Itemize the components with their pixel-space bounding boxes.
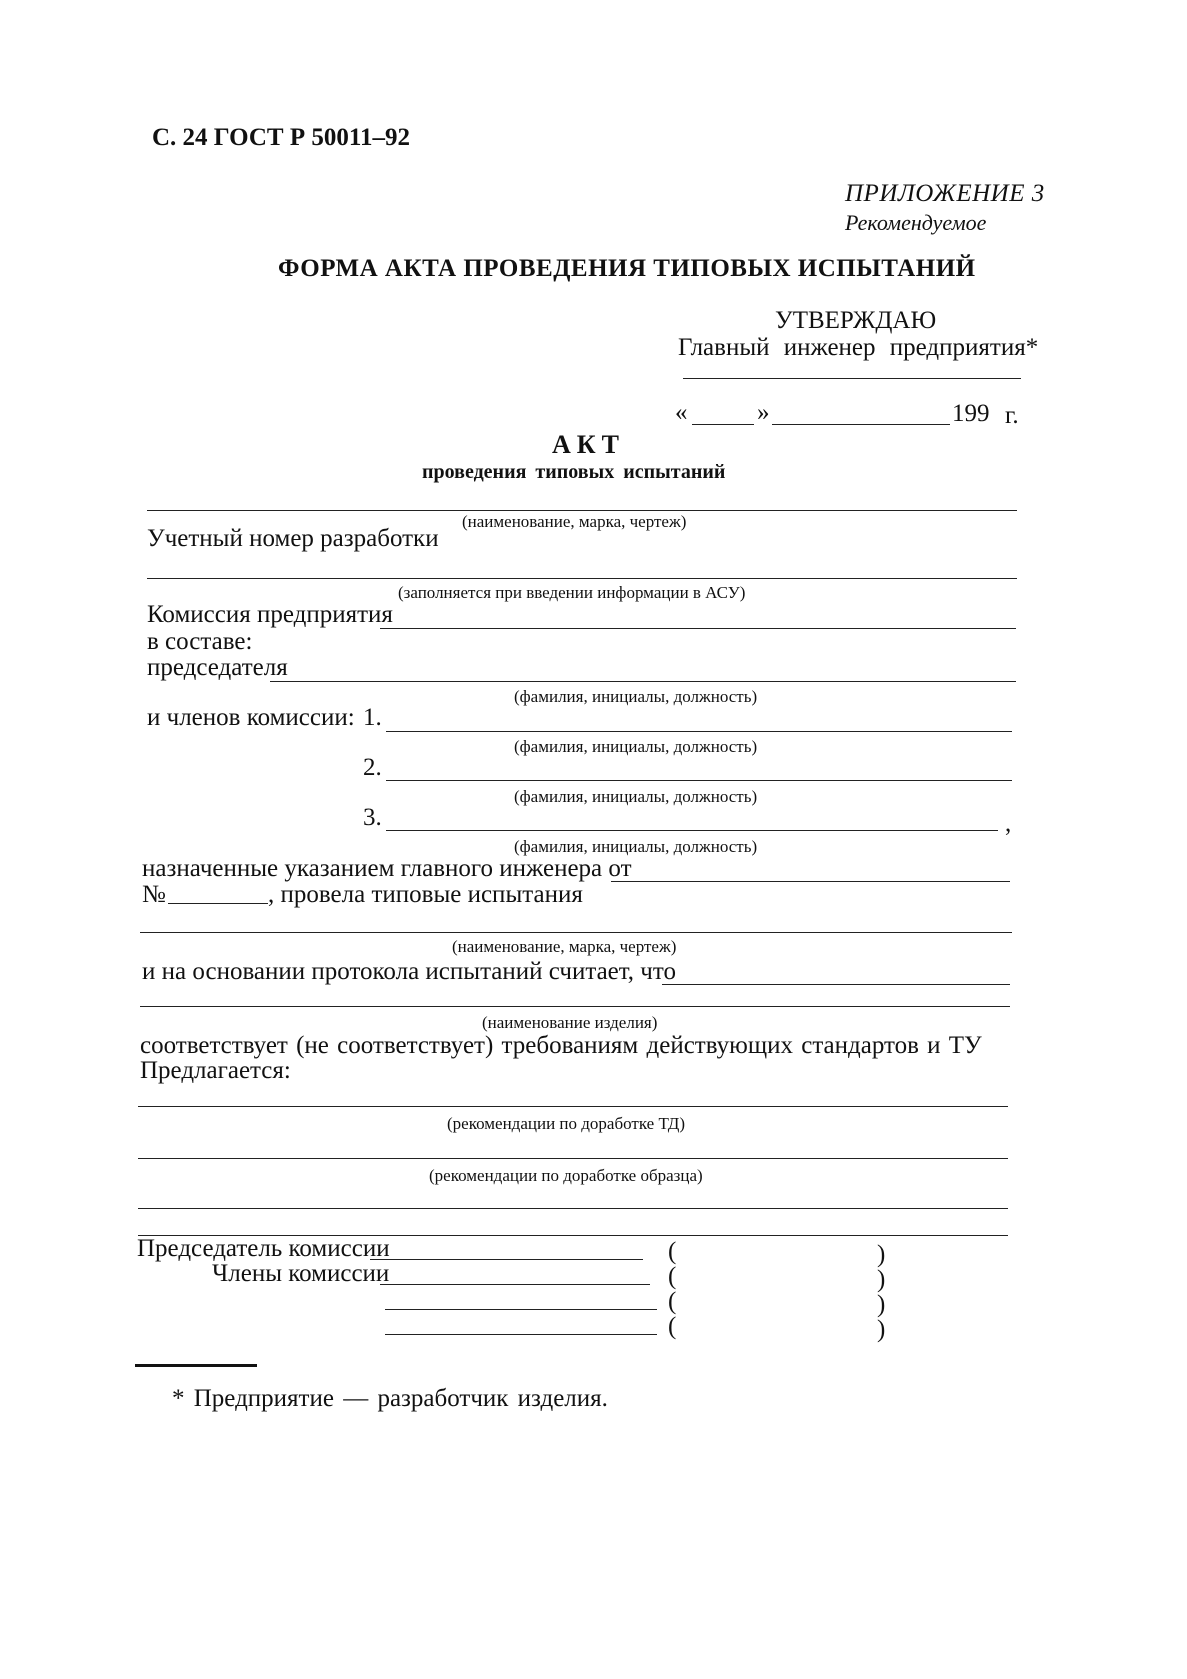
member-number-1: 1. — [363, 704, 382, 731]
tests-done-text: , провела типовые испытания — [268, 881, 583, 908]
approval-year: 199 — [952, 400, 990, 427]
member-line-comma: , — [1005, 810, 1012, 837]
signature-paren-close-3: ) — [877, 1291, 886, 1318]
quote-open: « — [675, 399, 688, 426]
signature-chairman-label: Председатель комиссии — [137, 1235, 390, 1262]
accounting-number-label: Учетный номер разработки — [147, 525, 439, 552]
quote-close: » — [757, 399, 770, 426]
appendix-label: ПРИЛОЖЕНИЕ 3 — [845, 180, 1045, 207]
conformity-text: соответствует (не соответствует) требованиям действующих стандартов и ТУ — [140, 1032, 982, 1059]
signature-paren-close-2: ) — [877, 1266, 886, 1293]
page-reference: С. 24 ГОСТ Р 50011–92 — [152, 124, 410, 151]
caption-product-name: (наименование, марка, чертеж) — [462, 512, 687, 531]
approve-word: УТВЕРЖДАЮ — [775, 307, 937, 334]
signature-paren-open-4: ( — [668, 1313, 677, 1340]
signature-paren-open-1: ( — [668, 1238, 677, 1265]
caption-chairman: (фамилия, инициалы, должность) — [514, 687, 758, 706]
form-title: ФОРМА АКТА ПРОВЕДЕНИЯ ТИПОВЫХ ИСПЫТАНИЙ — [278, 255, 976, 282]
extra-line-1 — [138, 1208, 1008, 1209]
chairman-field-label: председателя — [147, 654, 288, 681]
member-number-2: 2. — [363, 754, 382, 781]
members-field-label: и членов комиссии: — [147, 704, 355, 731]
recommendation-sample-line — [138, 1158, 1008, 1159]
chairman-field-line — [270, 681, 1016, 682]
signature-paren-close-4: ) — [877, 1316, 886, 1343]
caption-tested-product: (наименование, марка, чертеж) — [452, 937, 677, 956]
signature-chairman-line — [370, 1259, 643, 1260]
signature-members-label: Члены комиссии — [212, 1260, 390, 1287]
member-number-3: 3. — [363, 804, 382, 831]
accounting-number-line — [147, 578, 1017, 579]
caption-asu: (заполняется при введении информации в АСУ) — [398, 583, 746, 602]
footnote-text: * Предприятие — разработчик изделия. — [172, 1385, 608, 1412]
caption-rec-td: (рекомендации по доработке ТД) — [447, 1114, 686, 1133]
signature-member-line-2 — [385, 1309, 657, 1310]
act-heading: АКТ — [552, 430, 625, 459]
commission-label: Комиссия предприятия — [147, 601, 393, 628]
member-line-3 — [386, 830, 998, 831]
act-subheading: проведения типовых испытаний — [422, 461, 726, 483]
signature-member-line-1 — [380, 1284, 650, 1285]
appointment-number-line — [168, 903, 268, 904]
member-line-2 — [386, 780, 1012, 781]
approver-signature-line — [683, 378, 1021, 379]
appointment-date-line — [611, 881, 1010, 882]
approval-year-suffix: г. — [1005, 402, 1019, 429]
product-name-line — [147, 510, 1017, 511]
caption-member-1: (фамилия, инициалы, должность) — [514, 737, 758, 756]
signature-paren-open-3: ( — [668, 1288, 677, 1315]
recommendation-td-line — [138, 1106, 1008, 1107]
approval-month-line — [772, 424, 950, 425]
number-sign: № — [142, 881, 166, 908]
protocol-line — [662, 984, 1010, 985]
appendix-status: Рекомендуемое — [845, 210, 987, 235]
member-line-1 — [386, 731, 1012, 732]
caption-product: (наименование изделия) — [482, 1013, 658, 1032]
caption-member-3: (фамилия, инициалы, должность) — [514, 837, 758, 856]
footnote-rule — [135, 1364, 257, 1367]
signature-member-line-3 — [385, 1334, 657, 1335]
caption-member-2: (фамилия, инициалы, должность) — [514, 787, 758, 806]
commission-line — [380, 628, 1016, 629]
signature-paren-close-1: ) — [877, 1241, 886, 1268]
signature-paren-open-2: ( — [668, 1263, 677, 1290]
approval-day-line — [692, 424, 754, 425]
appointed-text: назначенные указанием главного инженера от — [142, 855, 632, 882]
approver-position: Главный инженер предприятия* — [678, 334, 1039, 361]
proposed-label: Предлагается: — [140, 1057, 291, 1084]
protocol-text: и на основании протокола испытаний считает, что — [142, 958, 676, 985]
caption-rec-sample: (рекомендации по доработке образца) — [429, 1166, 703, 1185]
product-conformity-line — [140, 1006, 1010, 1007]
tested-product-line — [140, 932, 1012, 933]
composition-label: в составе: — [147, 628, 253, 655]
